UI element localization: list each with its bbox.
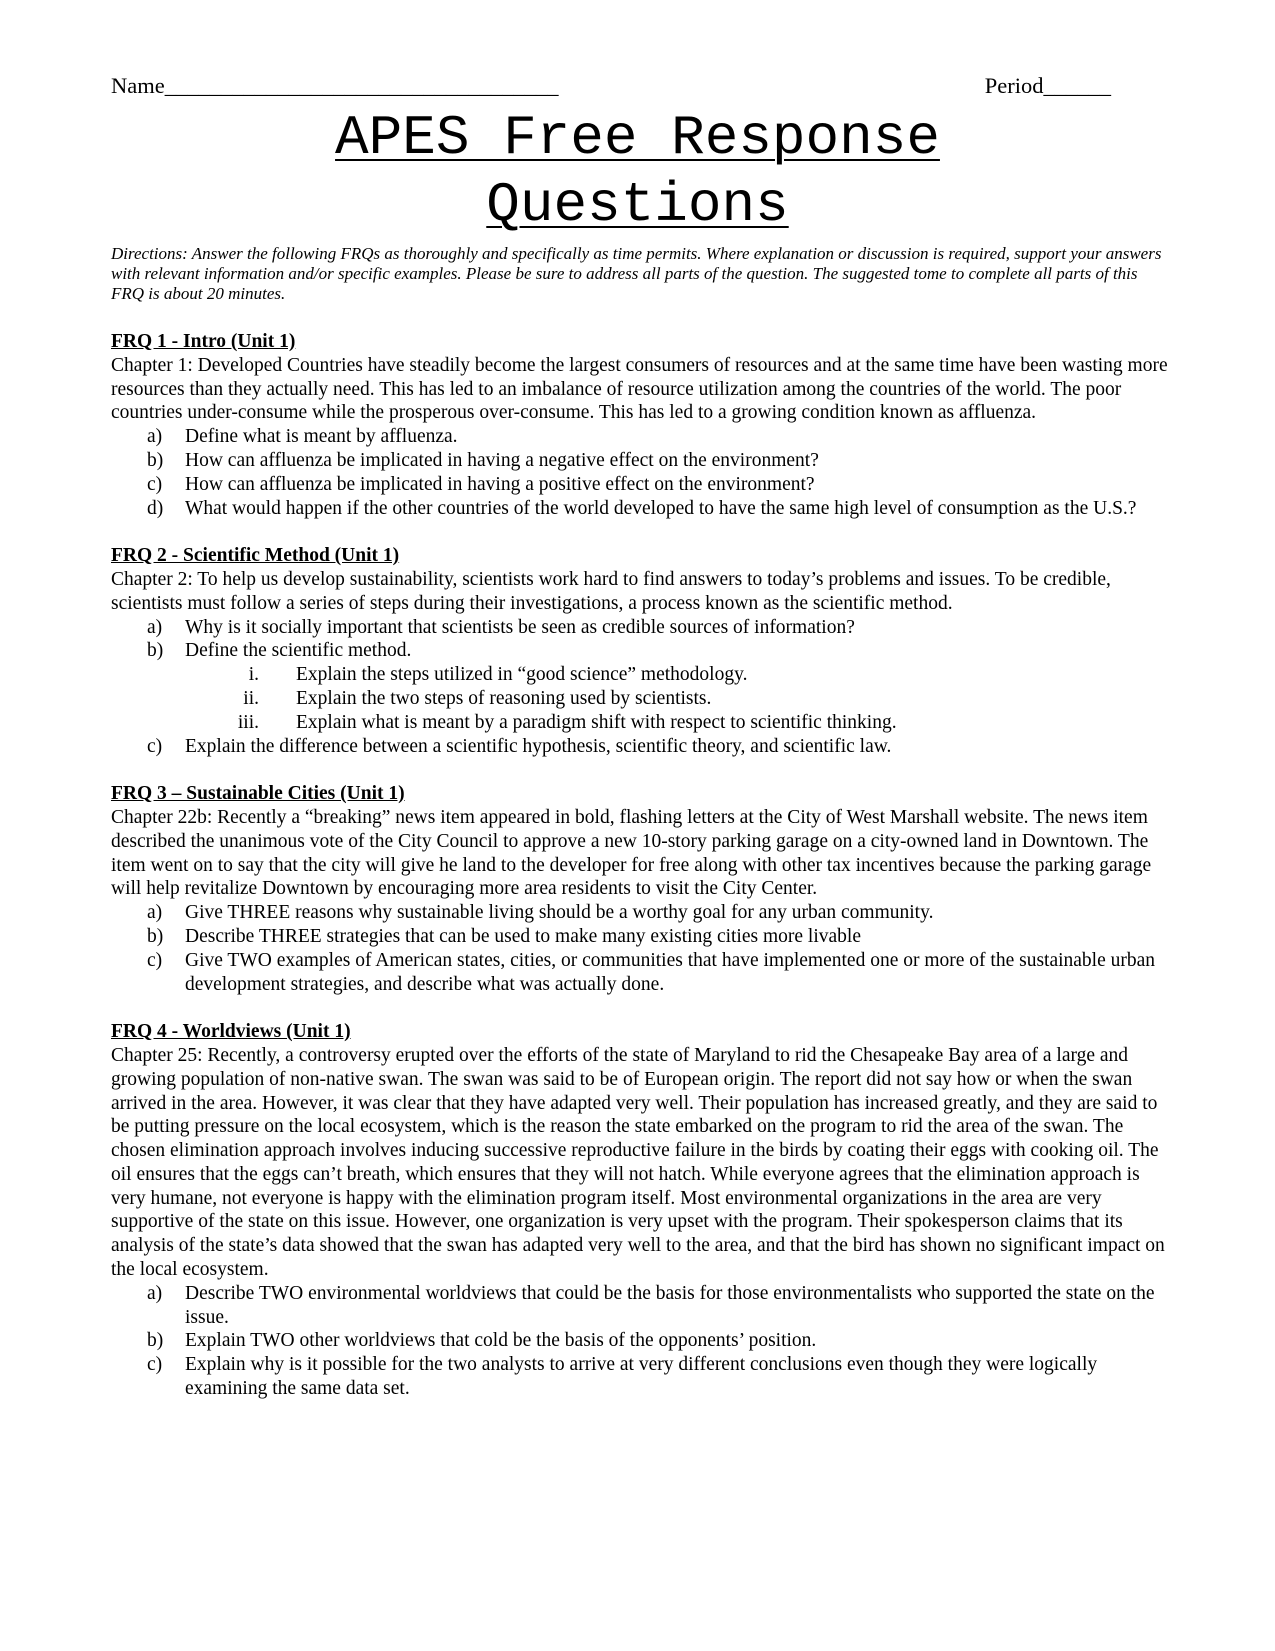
question-part xyxy=(111,616,1171,640)
sub-part-marker: ii. xyxy=(243,687,259,709)
name-field-label: Name___________________________________ xyxy=(111,73,559,98)
part-text: Define the scientific method. xyxy=(185,640,412,662)
question-part xyxy=(111,473,1171,497)
frq-prompt: Chapter 1: Developed Countries have steadily become the largest consumers of resources and at the same time have been wasting more resources than they actually need. This has led to an imbalance of resource utilization among the countries of the world. The poor countries under-consume while the prosperous over-consume. This has led to a growing condition known as affluenza. xyxy=(111,354,1168,424)
frq-section xyxy=(111,1020,1171,1401)
question-parts xyxy=(111,616,1171,759)
period-field-label: Period______ xyxy=(984,73,1111,98)
sub-parts xyxy=(185,663,1171,734)
frq-heading: FRQ 1 - Intro (Unit 1) xyxy=(111,331,296,352)
frq-prompt: Chapter 2: To help us develop sustainability, scientists work hard to find answers to today’s problems and issues. To be credible, scientists must follow a series of steps during their investigations, a process known as the scientific method. xyxy=(111,568,1111,614)
part-text: Why is it socially important that scientists be seen as credible sources of information? xyxy=(185,616,855,638)
part-marker: c) xyxy=(147,949,163,971)
frq-section xyxy=(111,330,1171,520)
frq-section xyxy=(111,782,1171,996)
question-part xyxy=(111,1353,1171,1401)
part-text: Describe THREE strategies that can be used to make many existing cities more livable xyxy=(185,925,861,947)
question-part xyxy=(111,1329,1171,1353)
part-marker: a) xyxy=(147,616,163,638)
sub-part xyxy=(111,711,1171,735)
part-marker: b) xyxy=(147,1330,164,1352)
part-marker: a) xyxy=(147,426,163,448)
question-parts xyxy=(111,901,1171,996)
question-parts xyxy=(111,1282,1171,1401)
frq-list xyxy=(111,330,1171,1425)
part-text: How can affluenza be implicated in having a negative effect on the environment? xyxy=(185,449,819,471)
question-part xyxy=(111,925,1171,949)
title-line-1: APES Free Response xyxy=(335,106,940,170)
question-parts xyxy=(111,425,1171,520)
part-text: Give TWO examples of American states, cities, or communities that have implemented one or more of the sustainable urban development strategies, and describe what was actually done. xyxy=(185,949,1156,995)
title-line-2: Questions xyxy=(486,173,789,237)
directions-text: Directions: Answer the following FRQs as thoroughly and specifically as time permits. Where explanation or discussion is required, support your answers with relevant information and/or specific examples. Please be sure to address all parts of the question. The suggested tome to complete all parts of this FRQ is about 20 minutes. xyxy=(111,244,1162,303)
question-part xyxy=(111,639,1171,734)
question-part xyxy=(111,449,1171,473)
part-marker: d) xyxy=(147,497,164,519)
part-marker: c) xyxy=(147,1354,163,1376)
part-text: Describe TWO environmental worldviews that could be the basis for those environmentalists who supported the state on the issue. xyxy=(185,1282,1155,1328)
frq-heading: FRQ 3 – Sustainable Cities (Unit 1) xyxy=(111,783,405,805)
part-text: What would happen if the other countries of the world developed to have the same high level of consumption as the U.S.? xyxy=(185,497,1137,519)
sub-part-marker: iii. xyxy=(237,711,259,733)
part-marker: c) xyxy=(147,735,163,757)
frq-prompt: Chapter 25: Recently, a controversy erupted over the efforts of the state of Maryland to rid the Chesapeake Bay area of a large and growing population of non-native swan. The swan was said to be of European origin. The report did not say how or when the swan arrived in the area. However, it was clear that they have adapted very well. Their population has increased greatly, and they are said to be putting pressure on the local ecosystem, which is the reason the state embarked on the program to rid the area of the swan. The chosen elimination approach involves inducing successive reproductive failure in the birds by coating their eggs with cooking oil. The oil ensures that the eggs can’t breath, which ensures that they will not hatch. While everyone agrees that the elimination approach is very humane, not everyone is happy with the elimination program itself. Most environmental organizations in the area are very supportive of the state on this issue. However, one organization is very upset with the program. Their spokesperson claims that its analysis of the state’s data showed that the swan has adapted very well to the area, and that the bird has shown no significant impact on the local ecosystem. xyxy=(111,1044,1165,1281)
part-text: How can affluenza be implicated in having a positive effect on the environment? xyxy=(185,473,815,495)
sub-part-text: Explain the steps utilized in “good science” methodology. xyxy=(296,664,748,686)
sub-part xyxy=(111,663,1171,687)
part-text: Explain the difference between a scientific hypothesis, scientific theory, and scientific law. xyxy=(185,735,892,757)
question-part xyxy=(111,949,1171,997)
part-marker: a) xyxy=(147,1282,163,1304)
part-marker: b) xyxy=(147,640,164,662)
header-row xyxy=(111,72,1111,100)
sub-part-text: Explain what is meant by a paradigm shift with respect to scientific thinking. xyxy=(296,711,897,733)
frq-heading: FRQ 2 - Scientific Method (Unit 1) xyxy=(111,545,400,567)
sub-part-marker: i. xyxy=(248,664,259,686)
part-text: Explain TWO other worldviews that cold be the basis of the opponents’ position. xyxy=(185,1330,817,1352)
part-marker: a) xyxy=(147,902,163,924)
frq-prompt: Chapter 22b: Recently a “breaking” news item appeared in bold, flashing letters at the City of West Marshall website. The news item described the unanimous vote of the City Council to approve a new 10-story parking garage on a city-owned land in Downtown. The item went on to say that the city will give he land to the developer for free along with other tax incentives because the parking garage will help revitalize Downtown by encouraging more area residents to visit the City Center. xyxy=(111,806,1152,900)
part-text: Give THREE reasons why sustainable living should be a worthy goal for any urban community. xyxy=(185,902,934,924)
part-text: Explain why is it possible for the two analysts to arrive at very different conclusions even though they were logically examining the same data set. xyxy=(185,1354,1098,1400)
part-marker: c) xyxy=(147,473,163,495)
frq-section xyxy=(111,544,1171,758)
question-part xyxy=(111,425,1171,449)
sub-part-text: Explain the two steps of reasoning used by scientists. xyxy=(296,687,712,709)
part-marker: b) xyxy=(147,449,164,471)
question-part xyxy=(111,735,1171,759)
question-part xyxy=(111,901,1171,925)
sub-part xyxy=(111,687,1171,711)
page-title xyxy=(0,106,1275,237)
frq-heading: FRQ 4 - Worldviews (Unit 1) xyxy=(111,1021,351,1043)
part-marker: b) xyxy=(147,925,164,947)
question-part xyxy=(111,1282,1171,1330)
question-part xyxy=(111,497,1171,521)
part-text: Define what is meant by affluenza. xyxy=(185,426,458,448)
